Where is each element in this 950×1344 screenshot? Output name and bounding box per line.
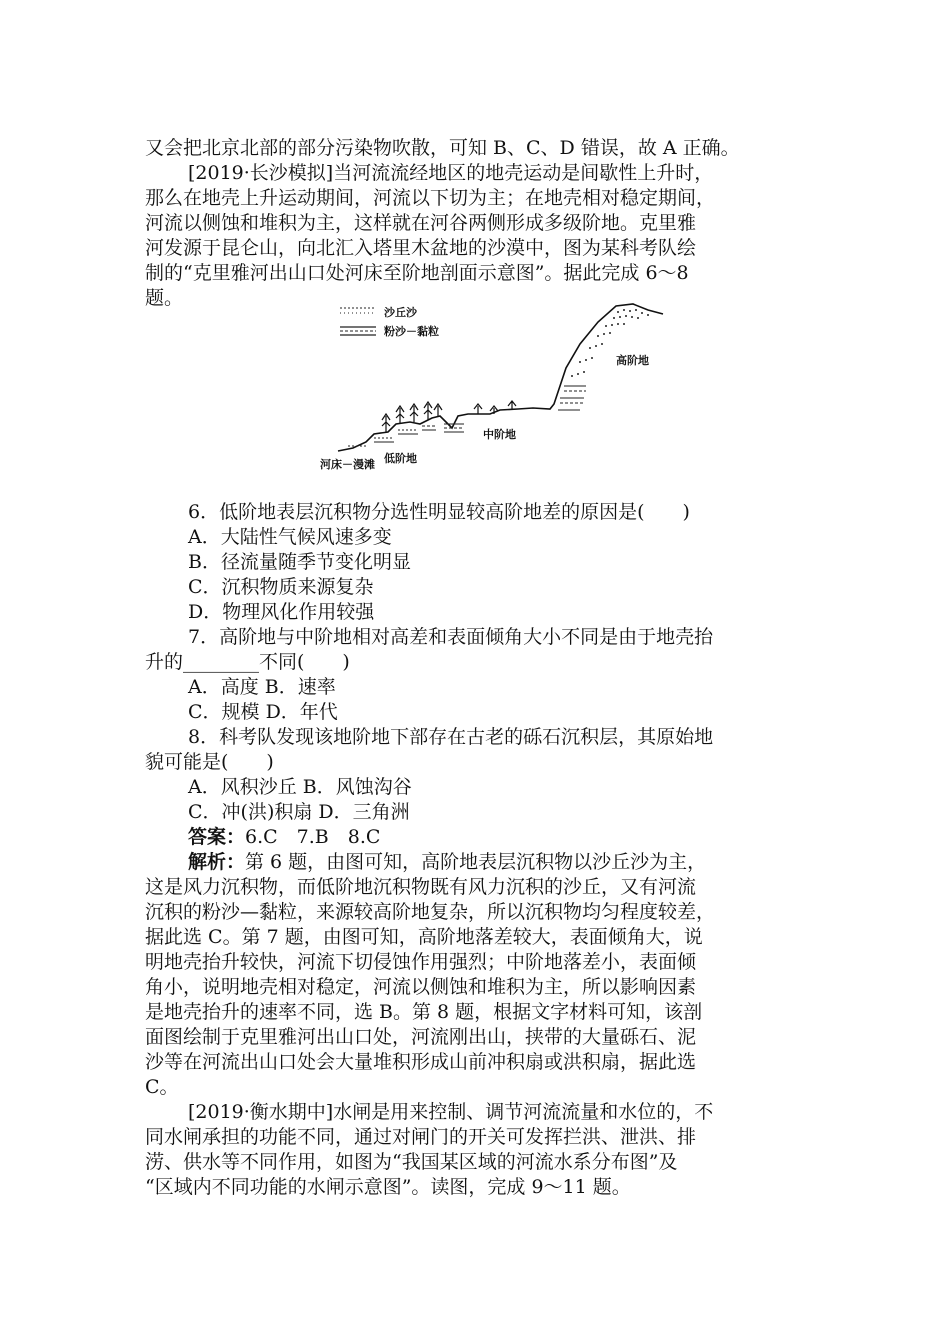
question-7-stem: 7．高阶地与中阶地相对高差和表面倾角大小不同是由于地壳抬 [188,626,714,648]
analysis-label: 解析： [188,851,246,873]
question-6-stem: 6．低阶地表层沉积物分选性明显较高阶地差的原因是( ) [188,501,690,523]
analysis-text: 第 6 题，由图可知，高阶地表层沉积物以沙丘沙为主， [245,851,707,873]
analysis-line: 沙等在河流出山口处会大量堆积形成山前冲积扇或洪积扇，据此选 [145,1051,697,1073]
middle-terrace-label: 中阶地 [483,428,516,441]
question-7-options-cd: C．规模 D．年代 [188,701,338,723]
high-terrace-silt [558,386,586,410]
question-8-stem: 8．科考队发现该地阶地下部存在古老的砾石沉积层，其原始地 [188,726,714,748]
question-6-option-a: A．大陆性气候风速多变 [188,526,392,548]
question-6-option-b: B．径流量随季节变化明显 [188,551,411,573]
analysis-line: 角小，说明地壳相对稳定，河流以侧蚀和堆积为主，所以影响因素 [145,976,697,998]
terrace-profile-figure [318,296,668,474]
riverbed-floodplain-label: 河床－漫滩 [320,458,375,471]
answer-line [188,825,380,850]
analysis-line: 沉积的粉沙—黏粒，来源较高阶地复杂，所以沉积物均匀程度较差， [145,901,716,923]
terrace-profile-diagram [318,296,668,474]
question-8-options-cd: C．冲(洪)积扇 D．三角洲 [188,801,410,823]
passage1-line: 河发源于昆仑山，向北汇入塔里木盆地的沙漠中，图为某科考队绘 [145,237,697,259]
analysis-line: 是地壳抬升的速率不同，选 B。第 8 题，根据文字材料可知，该剖 [145,1001,703,1023]
analysis-line [188,850,706,875]
low-terrace-label: 低阶地 [384,452,417,465]
analysis-line: 据此选 C。第 7 题，由图可知，高阶地落差较大，表面倾角大，说 [145,926,703,948]
legend-silt-label: 粉沙－黏粒 [384,325,439,338]
answer-text: 6.C 7.B 8.C [245,826,381,848]
passage1-line: [2019·长沙模拟]当河流流经地区的地壳运动是间歇性上升时， [188,162,714,184]
passage1-line: 题。 [145,287,184,309]
analysis-line: 这是风力沉积物，而低阶地沉积物既有风力沉积的沙丘，又有河流 [145,876,697,898]
legend-sand-swatch [340,308,376,313]
passage1-line: 河流以侧蚀和堆积为主，这样就在河谷两侧形成多级阶地。克里雅 [145,212,697,234]
analysis-line: 明地壳抬升较快，河流下切侵蚀作用强烈；中阶地落差小，表面倾 [145,951,697,973]
question-8-stem-cont: 貌可能是( ) [145,751,274,773]
intro-tail: 又会把北京北部的部分污染物吹散，可知 B、C、D 错误，故 A 正确。 [145,137,740,159]
question-8-options-ab: A．风积沙丘 B．风蚀沟谷 [188,776,412,798]
passage2-line: [2019·衡水期中]水闸是用来控制、调节河流流量和水位的，不 [188,1101,714,1123]
passage2-line: 同水闸承担的功能不同，通过对闸门的开关可发挥拦洪、泄洪、排 [145,1126,697,1148]
question-6-option-c: C．沉积物质来源复杂 [188,576,374,598]
analysis-line: 面图绘制于克里雅河出山口处，河流刚出山，挟带的大量砾石、泥 [145,1026,697,1048]
passage2-line: 涝、供水等不同作用，如图为“我国某区域的河流水系分布图”及 [145,1151,678,1173]
passage1-line: 制的“克里雅河出山口处河床至阶地剖面示意图”。据此完成 6～8 [145,262,689,284]
question-7-stem-cont: 升的________不同( ) [145,651,350,673]
passage1-line: 那么在地壳上升运动期间，河流以下切为主；在地壳相对稳定期间， [145,187,716,209]
question-7-options-ab: A．高度 B．速率 [188,676,336,698]
legend-sand-label: 沙丘沙 [384,306,417,319]
passage2-line: “区域内不同功能的水闸示意图”。读图，完成 9～11 题。 [145,1176,631,1198]
question-6-option-d: D．物理风化作用较强 [188,601,375,623]
high-terrace-label: 高阶地 [616,354,649,367]
analysis-line: C。 [145,1076,179,1098]
answer-label: 答案： [188,826,246,848]
legend-silt-swatch [340,327,376,335]
